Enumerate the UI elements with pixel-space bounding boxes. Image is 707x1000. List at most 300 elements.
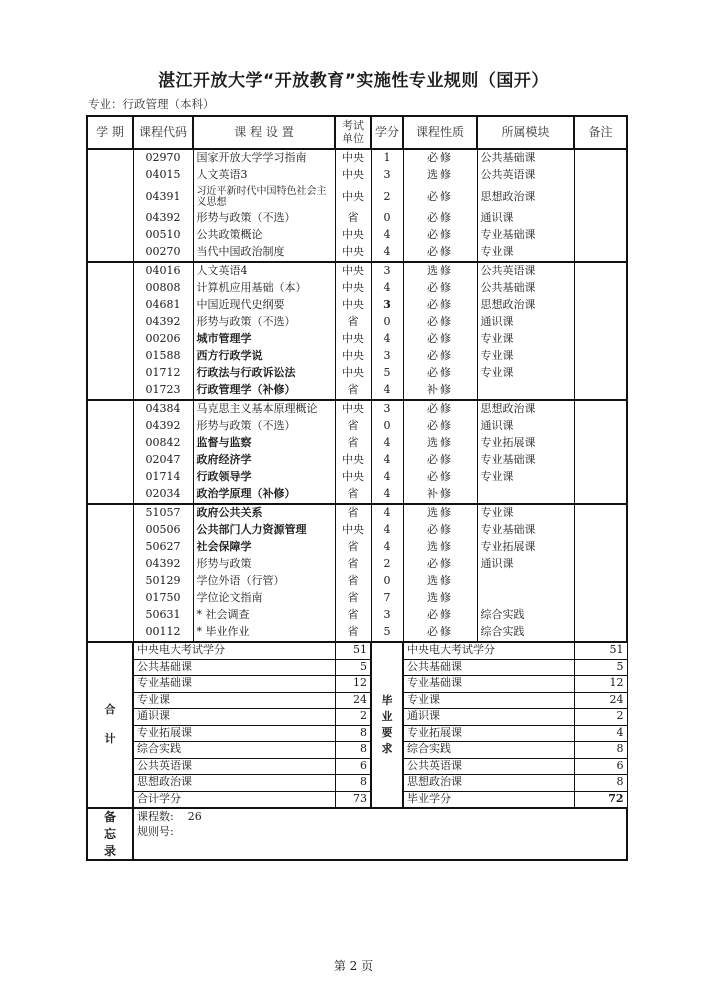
note-cell xyxy=(574,167,627,184)
credit: 4 xyxy=(371,382,403,400)
summary-row xyxy=(87,659,627,676)
total-item-label: 思想政治课 xyxy=(133,775,335,792)
semester-cell xyxy=(87,452,133,469)
header-note: 备注 xyxy=(574,116,627,149)
header-credit: 学分 xyxy=(371,116,403,149)
course-nature: 必修 xyxy=(403,314,477,331)
semester-cell xyxy=(87,167,133,184)
total-label: 合 计 xyxy=(87,642,133,808)
total-item-label: 公共英语课 xyxy=(133,758,335,775)
course-name: 形势与政策 xyxy=(193,556,335,573)
semester-cell xyxy=(87,522,133,539)
semester-cell xyxy=(87,382,133,400)
course-name: 监督与监察 xyxy=(193,435,335,452)
course-module: 专业课 xyxy=(477,504,574,522)
course-nature: 必修 xyxy=(403,469,477,486)
semester-cell xyxy=(87,365,133,382)
course-row xyxy=(87,418,627,435)
note-cell xyxy=(574,522,627,539)
document-title: 湛江开放大学“开放教育”实施性专业规则（国开） xyxy=(158,71,549,91)
note-cell xyxy=(574,624,627,642)
semester-cell xyxy=(87,262,133,280)
course-nature: 必修 xyxy=(403,607,477,624)
course-name: 人文英语3 xyxy=(193,167,335,184)
credit: 4 xyxy=(371,486,403,504)
course-code: 00206 xyxy=(133,331,193,348)
semester-cell xyxy=(87,556,133,573)
semester-cell xyxy=(87,348,133,365)
requirement-item-label: 专业课 xyxy=(403,692,574,709)
course-module: 专业基础课 xyxy=(477,452,574,469)
exam-unit: 省 xyxy=(335,314,371,331)
course-count-value: 26 xyxy=(187,810,202,823)
note-cell xyxy=(574,210,627,227)
course-row xyxy=(87,365,627,382)
requirement-item-value: 24 xyxy=(574,692,627,709)
course-row xyxy=(87,227,627,244)
semester-cell xyxy=(87,624,133,642)
requirement-item-value: 8 xyxy=(574,742,627,759)
credit: 4 xyxy=(371,244,403,262)
course-row xyxy=(87,184,627,210)
exam-unit: 中央 xyxy=(335,522,371,539)
requirement-item-label: 专业拓展课 xyxy=(403,725,574,742)
exam-unit: 省 xyxy=(335,210,371,227)
credit: 4 xyxy=(371,331,403,348)
requirement-item-value: 5 xyxy=(574,659,627,676)
summary-row xyxy=(87,692,627,709)
course-code: 00510 xyxy=(133,227,193,244)
course-name: 城市管理学 xyxy=(193,331,335,348)
course-name: * 毕业作业 xyxy=(193,624,335,642)
total-item-label: 专业拓展课 xyxy=(133,725,335,742)
requirement-item-label: 思想政治课 xyxy=(403,775,574,792)
note-cell xyxy=(574,486,627,504)
total-item-value: 24 xyxy=(335,692,371,709)
credit: 1 xyxy=(371,149,403,167)
semester-cell xyxy=(87,297,133,314)
header-nature: 课程性质 xyxy=(403,116,477,149)
course-name: 形势与政策（不选） xyxy=(193,210,335,227)
course-nature: 选修 xyxy=(403,539,477,556)
total-item-label: 通识课 xyxy=(133,709,335,726)
note-cell xyxy=(574,382,627,400)
exam-unit: 中央 xyxy=(335,227,371,244)
course-row xyxy=(87,314,627,331)
course-count-line xyxy=(137,809,623,824)
course-nature: 必修 xyxy=(403,184,477,210)
course-code: 00112 xyxy=(133,624,193,642)
page-number: 第 2 页 xyxy=(333,959,374,973)
course-code: 04392 xyxy=(133,418,193,435)
course-code: 04384 xyxy=(133,400,193,418)
semester-cell xyxy=(87,469,133,486)
course-name: 当代中国政治制度 xyxy=(193,244,335,262)
note-cell xyxy=(574,590,627,607)
course-nature: 选修 xyxy=(403,573,477,590)
course-code: 51057 xyxy=(133,504,193,522)
header-module: 所属模块 xyxy=(477,116,574,149)
course-code: 01750 xyxy=(133,590,193,607)
course-code: 50627 xyxy=(133,539,193,556)
note-cell xyxy=(574,573,627,590)
header-code: 课程代码 xyxy=(133,116,193,149)
note-cell xyxy=(574,435,627,452)
course-nature: 补修 xyxy=(403,382,477,400)
course-row xyxy=(87,262,627,280)
course-code: 02970 xyxy=(133,149,193,167)
course-row xyxy=(87,348,627,365)
course-row xyxy=(87,573,627,590)
course-count-label: 课程数: xyxy=(137,810,174,823)
summary-body xyxy=(87,642,627,808)
exam-unit: 中央 xyxy=(335,400,371,418)
semester-cell xyxy=(87,184,133,210)
course-code: 50631 xyxy=(133,607,193,624)
course-code: 00808 xyxy=(133,280,193,297)
total-item-value: 8 xyxy=(335,742,371,759)
course-code: 04392 xyxy=(133,556,193,573)
course-code: 00270 xyxy=(133,244,193,262)
exam-unit: 省 xyxy=(335,607,371,624)
credit: 0 xyxy=(371,210,403,227)
credit: 4 xyxy=(371,435,403,452)
course-module: 专业课 xyxy=(477,469,574,486)
summary-row xyxy=(87,758,627,775)
course-row xyxy=(87,607,627,624)
semester-cell xyxy=(87,504,133,522)
course-module: 公共基础课 xyxy=(477,280,574,297)
course-row xyxy=(87,556,627,573)
semester-cell xyxy=(87,573,133,590)
course-nature: 选修 xyxy=(403,435,477,452)
exam-unit: 省 xyxy=(335,590,371,607)
course-nature: 必修 xyxy=(403,418,477,435)
course-module xyxy=(477,486,574,504)
exam-unit: 中央 xyxy=(335,184,371,210)
course-row xyxy=(87,400,627,418)
exam-unit: 省 xyxy=(335,418,371,435)
credit: 2 xyxy=(371,556,403,573)
course-name: 马克思主义基本原理概论 xyxy=(193,400,335,418)
course-name: 学位论文指南 xyxy=(193,590,335,607)
course-nature: 必修 xyxy=(403,365,477,382)
exam-unit: 省 xyxy=(335,486,371,504)
course-code: 04016 xyxy=(133,262,193,280)
note-cell xyxy=(574,539,627,556)
course-code: 04392 xyxy=(133,314,193,331)
total-item-value: 2 xyxy=(335,709,371,726)
note-cell xyxy=(574,418,627,435)
credit: 4 xyxy=(371,452,403,469)
semester-cell xyxy=(87,149,133,167)
course-module: 思想政治课 xyxy=(477,184,574,210)
course-code: 02047 xyxy=(133,452,193,469)
note-cell xyxy=(574,297,627,314)
course-code: 01588 xyxy=(133,348,193,365)
requirement-item-label: 专业基础课 xyxy=(403,676,574,693)
semester-cell xyxy=(87,607,133,624)
exam-unit: 省 xyxy=(335,382,371,400)
requirement-item-value: 8 xyxy=(574,775,627,792)
course-code: 04681 xyxy=(133,297,193,314)
credit: 0 xyxy=(371,418,403,435)
total-item-value: 8 xyxy=(335,725,371,742)
requirement-item-label: 公共英语课 xyxy=(403,758,574,775)
header-row xyxy=(87,116,627,149)
note-cell xyxy=(574,400,627,418)
course-row xyxy=(87,331,627,348)
requirement-item-label: 中央电大考试学分 xyxy=(403,642,574,659)
course-module xyxy=(477,573,574,590)
course-row xyxy=(87,297,627,314)
course-code: 04392 xyxy=(133,210,193,227)
semester-cell xyxy=(87,227,133,244)
exam-unit: 省 xyxy=(335,573,371,590)
course-row xyxy=(87,469,627,486)
course-row xyxy=(87,167,627,184)
requirement-label: 毕业要求 xyxy=(371,642,403,808)
course-module: 专业拓展课 xyxy=(477,435,574,452)
total-item-value: 12 xyxy=(335,676,371,693)
note-cell xyxy=(574,314,627,331)
course-nature: 选修 xyxy=(403,504,477,522)
summary-row xyxy=(87,791,627,808)
credit: 2 xyxy=(371,184,403,210)
course-name: 社会保障学 xyxy=(193,539,335,556)
credit: 5 xyxy=(371,365,403,382)
course-nature: 必修 xyxy=(403,227,477,244)
course-code: 02034 xyxy=(133,486,193,504)
credit: 3 xyxy=(371,348,403,365)
exam-unit: 中央 xyxy=(335,365,371,382)
course-module xyxy=(477,382,574,400)
credit: 4 xyxy=(371,539,403,556)
semester-cell xyxy=(87,486,133,504)
course-nature: 必修 xyxy=(403,280,477,297)
course-row xyxy=(87,624,627,642)
course-row xyxy=(87,486,627,504)
note-cell xyxy=(574,504,627,522)
course-row xyxy=(87,539,627,556)
exam-unit: 中央 xyxy=(335,331,371,348)
total-item-value: 6 xyxy=(335,758,371,775)
credit: 7 xyxy=(371,590,403,607)
course-name: 行政法与行政诉讼法 xyxy=(193,365,335,382)
credit: 0 xyxy=(371,314,403,331)
course-nature: 必修 xyxy=(403,331,477,348)
course-module: 专业基础课 xyxy=(477,522,574,539)
exam-unit: 中央 xyxy=(335,244,371,262)
exam-unit: 省 xyxy=(335,539,371,556)
total-item-label: 专业课 xyxy=(133,692,335,709)
course-name: 政府经济学 xyxy=(193,452,335,469)
course-row xyxy=(87,149,627,167)
course-module xyxy=(477,590,574,607)
note-cell xyxy=(574,244,627,262)
note-cell xyxy=(574,262,627,280)
header-exam-unit: 考试单位 xyxy=(335,116,371,149)
exam-unit: 中央 xyxy=(335,262,371,280)
course-nature: 必修 xyxy=(403,244,477,262)
course-name: * 社会调查 xyxy=(193,607,335,624)
total-item-label: 公共基础课 xyxy=(133,659,335,676)
header-course: 课 程 设 置 xyxy=(193,116,335,149)
course-name: 形势与政策（不选） xyxy=(193,418,335,435)
summary-row xyxy=(87,775,627,792)
course-module: 通识课 xyxy=(477,314,574,331)
semester-cell xyxy=(87,280,133,297)
note-cell xyxy=(574,452,627,469)
course-name: 西方行政学说 xyxy=(193,348,335,365)
semester-cell xyxy=(87,418,133,435)
course-module: 思想政治课 xyxy=(477,400,574,418)
course-row xyxy=(87,590,627,607)
course-nature: 必修 xyxy=(403,556,477,573)
note-cell xyxy=(574,348,627,365)
exam-unit: 省 xyxy=(335,504,371,522)
course-name: 中国近现代史纲要 xyxy=(193,297,335,314)
course-module: 专业拓展课 xyxy=(477,539,574,556)
course-module: 专业课 xyxy=(477,244,574,262)
semester-cell xyxy=(87,435,133,452)
course-nature: 选修 xyxy=(403,167,477,184)
exam-unit: 中央 xyxy=(335,149,371,167)
note-cell xyxy=(574,556,627,573)
note-cell xyxy=(574,280,627,297)
course-name: 形势与政策（不选） xyxy=(193,314,335,331)
course-code: 04015 xyxy=(133,167,193,184)
credit: 4 xyxy=(371,227,403,244)
requirement-item-value: 4 xyxy=(574,725,627,742)
course-module: 专业基础课 xyxy=(477,227,574,244)
note-cell xyxy=(574,365,627,382)
course-nature: 必修 xyxy=(403,452,477,469)
credit: 3 xyxy=(371,607,403,624)
course-module: 思想政治课 xyxy=(477,297,574,314)
requirement-item-label: 公共基础课 xyxy=(403,659,574,676)
requirement-item-value: 12 xyxy=(574,676,627,693)
course-nature: 必修 xyxy=(403,348,477,365)
credit: 4 xyxy=(371,469,403,486)
note-cell xyxy=(574,469,627,486)
total-item-label: 中央电大考试学分 xyxy=(133,642,335,659)
credit: 3 xyxy=(371,262,403,280)
exam-unit: 中央 xyxy=(335,348,371,365)
semester-cell xyxy=(87,314,133,331)
note-cell xyxy=(574,331,627,348)
course-name: 人文英语4 xyxy=(193,262,335,280)
summary-row xyxy=(87,742,627,759)
semester-cell xyxy=(87,244,133,262)
course-row xyxy=(87,210,627,227)
course-module: 专业课 xyxy=(477,365,574,382)
rule-number-label: 规则号: xyxy=(137,825,174,838)
total-item-label: 合计学分 xyxy=(133,791,335,808)
memo-content xyxy=(133,808,627,860)
total-item-value: 51 xyxy=(335,642,371,659)
course-code: 01714 xyxy=(133,469,193,486)
total-item-value: 73 xyxy=(335,791,371,808)
course-code: 01712 xyxy=(133,365,193,382)
course-nature: 必修 xyxy=(403,149,477,167)
course-code: 00506 xyxy=(133,522,193,539)
course-nature: 选修 xyxy=(403,590,477,607)
course-body xyxy=(87,149,627,642)
requirement-item-value: 51 xyxy=(574,642,627,659)
course-module: 公共英语课 xyxy=(477,262,574,280)
course-nature: 必修 xyxy=(403,624,477,642)
course-module: 专业课 xyxy=(477,348,574,365)
summary-row xyxy=(87,709,627,726)
requirement-item-value: 6 xyxy=(574,758,627,775)
exam-unit: 中央 xyxy=(335,469,371,486)
memo-label: 备忘录 xyxy=(87,808,133,860)
course-code: 04391 xyxy=(133,184,193,210)
course-row xyxy=(87,522,627,539)
course-code: 50129 xyxy=(133,573,193,590)
credit: 3 xyxy=(371,297,403,314)
requirement-item-label: 通识课 xyxy=(403,709,574,726)
course-name: 计算机应用基础（本） xyxy=(193,280,335,297)
course-name: 公共部门人力资源管理 xyxy=(193,522,335,539)
course-name: 习近平新时代中国特色社会主义思想 xyxy=(193,184,335,210)
course-module: 通识课 xyxy=(477,210,574,227)
course-nature: 必修 xyxy=(403,210,477,227)
course-name: 学位外语（行管） xyxy=(193,573,335,590)
note-cell xyxy=(574,607,627,624)
note-cell xyxy=(574,149,627,167)
credit: 4 xyxy=(371,504,403,522)
course-module: 综合实践 xyxy=(477,607,574,624)
course-row xyxy=(87,504,627,522)
curriculum-table xyxy=(86,115,628,861)
course-row xyxy=(87,452,627,469)
total-item-label: 综合实践 xyxy=(133,742,335,759)
course-module: 公共基础课 xyxy=(477,149,574,167)
course-row xyxy=(87,435,627,452)
major-label: 专业：行政管理（本科） xyxy=(88,97,215,111)
memo-row xyxy=(87,808,627,860)
summary-row xyxy=(87,642,627,659)
course-name: 政治学原理（补修） xyxy=(193,486,335,504)
note-cell xyxy=(574,227,627,244)
course-module: 综合实践 xyxy=(477,624,574,642)
exam-unit: 中央 xyxy=(335,297,371,314)
course-nature: 选修 xyxy=(403,262,477,280)
requirement-item-label: 综合实践 xyxy=(403,742,574,759)
note-cell xyxy=(574,184,627,210)
course-nature: 必修 xyxy=(403,522,477,539)
course-nature: 必修 xyxy=(403,297,477,314)
summary-row xyxy=(87,725,627,742)
total-item-value: 5 xyxy=(335,659,371,676)
course-name: 公共政策概论 xyxy=(193,227,335,244)
semester-cell xyxy=(87,590,133,607)
total-item-value: 8 xyxy=(335,775,371,792)
semester-cell xyxy=(87,400,133,418)
course-row xyxy=(87,382,627,400)
requirement-item-value: 2 xyxy=(574,709,627,726)
course-module: 专业课 xyxy=(477,331,574,348)
credit: 4 xyxy=(371,522,403,539)
semester-cell xyxy=(87,539,133,556)
course-name: 国家开放大学学习指南 xyxy=(193,149,335,167)
semester-cell xyxy=(87,331,133,348)
course-name: 行政管理学（补修） xyxy=(193,382,335,400)
credit: 5 xyxy=(371,624,403,642)
course-nature: 必修 xyxy=(403,400,477,418)
